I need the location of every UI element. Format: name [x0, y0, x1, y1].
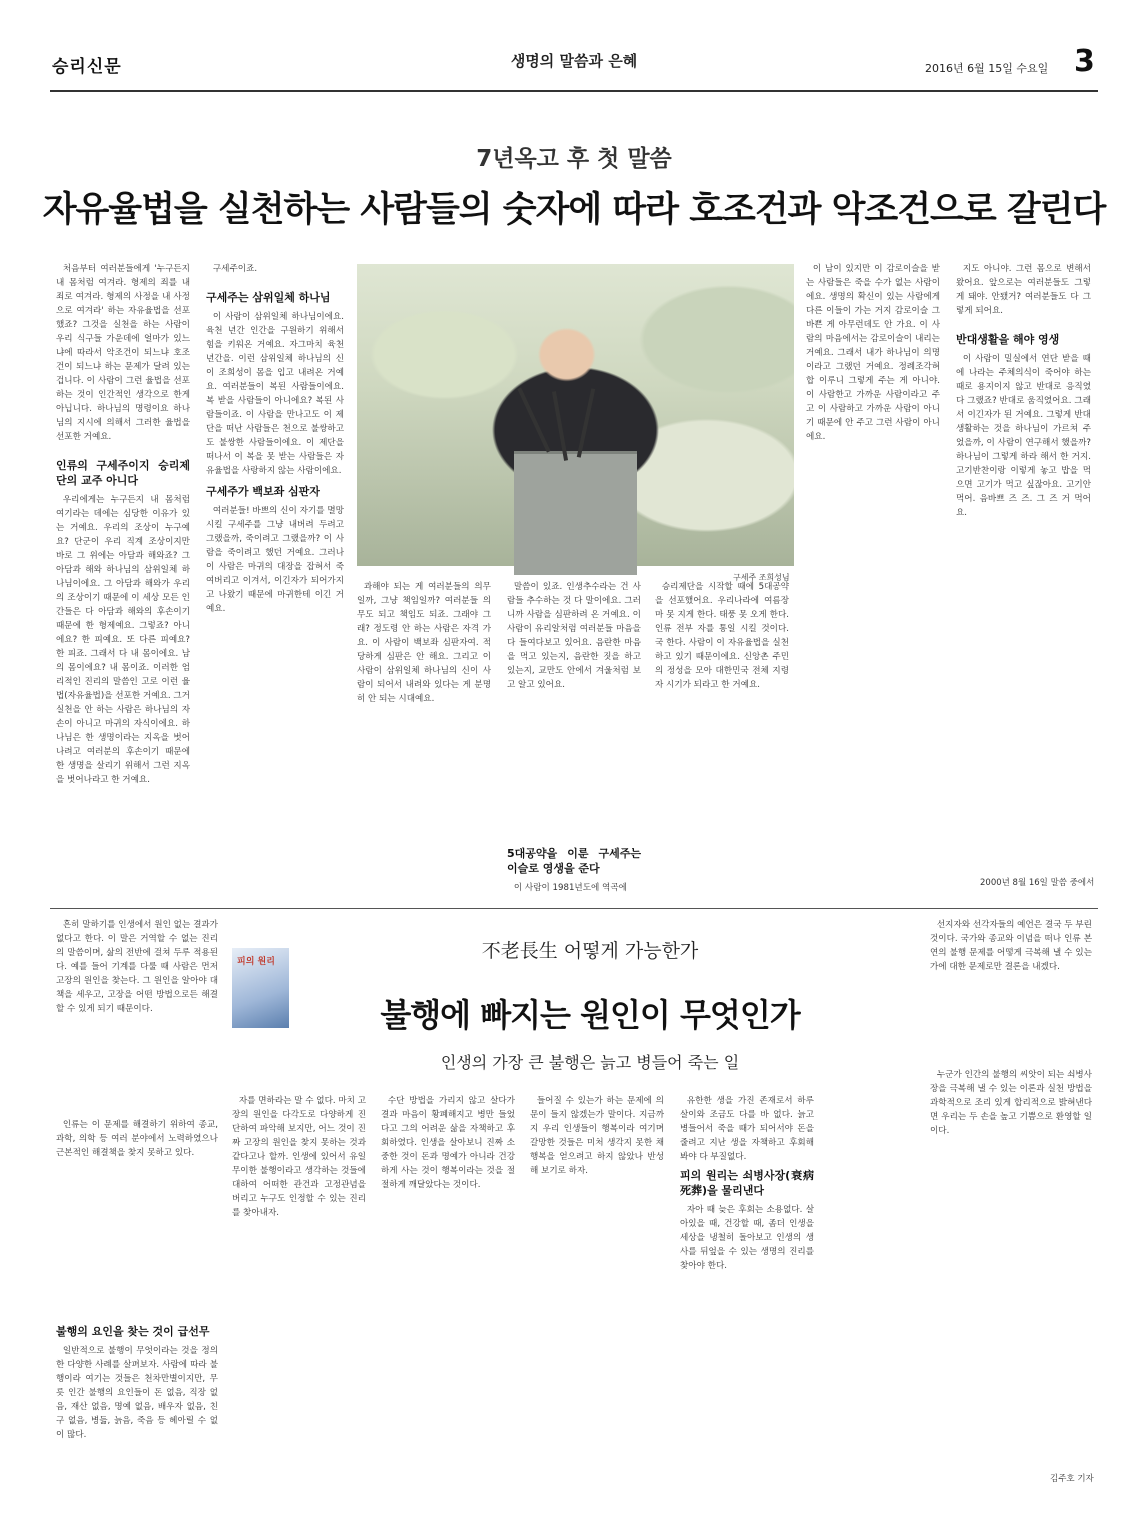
article1-kicker: 7년옥고 후 첫 말씀	[476, 146, 672, 172]
article2-c3-text: 들어질 수 있는가 하는 문제에 의문이 들지 않겠는가 말이다. 지금까지 우리 인생들이 행복이라 여기며 갈망한 것들은 미처 생각지 못한 채 행복을 얻으려고 하지 않았나 반성해 보기로 하자.	[530, 1096, 664, 1176]
article2-byline: 김주호 기자	[1050, 1474, 1094, 1484]
article1-col1-text: 처음부터 여러분들에게 '누구든지 내 몸처럼 여겨라. 형제의 죄를 내 죄로 여겨라. 형제의 사정을 내 사정으로 여겨라' 하는 자유율법을 선포했죠? 그것을 실천을 하는 사람이 우리 식구들 가운데에 얼마가 있느냐에 따라서 악조건이 되느냐 호조건이 되느냐 하는 문제가 달려 있는 겁니다. 이 사람이 그런 율법을 선포하는 것이 인간적인 생각으로 한게 아닙니다. 하나님의 명령이요 하나님의 지시에 의해서 그러한 율법을 선포한 거예요.	[56, 264, 190, 442]
article2-column-1	[232, 1094, 366, 1490]
article1-signoff: 2000년 8월 16일 말씀 중에서	[980, 878, 1095, 888]
article2-left-text-b: 인류는 이 문제를 해결하기 위하여 종교, 과학, 의학 등 여러 분야에서 노력하였으나 근본적인 해결책을 찾지 못하고 있다.	[56, 1120, 218, 1158]
article1-column-6	[806, 262, 940, 902]
article2-headline: 불행에 빠지는 원인이 무엇인가	[380, 996, 800, 1034]
article2-column-3	[530, 1094, 664, 1490]
article2-c4-subhead: 피의 원리는 쇠병사장(衰病死葬)을 물리낸다	[680, 1169, 814, 1197]
article2-right-text: 선지자와 선각자들의 예언은 결국 두 부린 것이다. 국가와 종교와 이념을 떠나 인류 본연의 불행 문제를 어떻게 극복해 낼 수 있는가에 대한 문제로만 결론을 내겠다.	[930, 920, 1092, 972]
article1-column-2	[206, 262, 344, 902]
article1-col2b-text: 여러분들! 바쁘의 신이 자기를 멸망시킬 구세주를 그냥 내버려 두려고 그랬을까, 죽이려고 그랬을까? 이 사람을 죽이려고 했던 거예요. 그러나 이 사람은 마귀의 대장을 잡혀서 죽여버리고 이겨서, 이긴자가 되어가지고 나왔기 때문에 마귀한테 이긴 거예요.	[206, 506, 344, 614]
article1-col2a-text: 이 사람이 삼위일체 하나님이에요. 육천 년간 인간을 구원하기 위해서 힘을 키워온 거예요. 자그마치 육천 년간을. 이런 삼위일체 하나님의 신이 조희성이 몸을 입고 내려온 거예요. 여러분들이 복된 사람들이에요. 복 받을 사람들이 아니에요? 복된 사람들이죠. 이 사람을 만나고도 이 제단을 떠난 사람들은 천으로 불쌍하고도 불쌍한 사람들이에요. 이 제단을 떠나서 이 복을 못 받는 사람들은 자유율법을 사랑하지 않는 사람이에요.	[206, 312, 344, 476]
article1-photo	[357, 264, 794, 566]
article1-column-5	[655, 580, 789, 902]
article2-column-4	[680, 1094, 814, 1490]
article2-kicker: 不老長生 어떻게 가능한가	[481, 940, 699, 962]
article1-col4b-text: 이 사람이 1981년도에 역곡에	[513, 883, 627, 893]
article2-right-text-b: 누군가 인간의 불행의 씨앗이 되는 쇠병사장을 극복해 낼 수 있는 이론과 실천 방법을 과학적으로 조리 있게 합리적으로 밝혀낸다면 우리는 두 손을 높고 기쁨으로 환영할 일이다.	[930, 1070, 1092, 1136]
article1-col5-text: 승리제단을 시작할 때에 5대공약을 선포했어요. 우리나라에 여름장마 못 지게 한다. 태풍 못 오게 한다. 인류 전부 자를 통일 시킬 것이다. 국 한다. 사람이 이 자유율법을 실천하고 있기 때문이에요. 신앙촌 주민의 정성을 모아 대한민국 전체 지령자 시기가 되라고 한 거예요.	[655, 582, 789, 690]
article2-left-subhead: 불행의 요인을 찾는 것이 급선무	[56, 1325, 210, 1338]
article1-column-7	[956, 262, 1091, 862]
article1-col6-text: 이 남이 있지만 이 감로이슬을 받는 사람들은 죽을 수가 없는 사람이에요. 생명의 확신이 있는 사람에게 다른 이들이 가는 거지 감로이슬 그 바쁜 게 아무런데도 안 가요. 이 사람의 마음에서는 감로이슬이 내리는 거예요. 그래서 내가 하나님이 의명이라고 그랬던 거예요. 정례조각혀합 이루니 그렇게 주는 게 아니야. 이 사람한고 가까운 사람이라고 주고 이 사람하고 가까운 사람이 아니기 때문에 안 주고 그런 사람이 아니에요.	[806, 264, 940, 442]
article1-column-4	[507, 580, 641, 902]
podium-shape	[514, 451, 636, 575]
masthead-rule	[50, 90, 1098, 92]
article1-col7-text: 지도 아니야. 그런 몸으로 변해서 왔어요. 앞으로는 여러분들도 그렇게 돼야. 안됐거? 여러분들도 다 그렇게 되어요.	[956, 264, 1091, 316]
article2-left-column	[56, 918, 218, 1488]
article1-col2-text: 구세주이죠.	[212, 264, 258, 274]
article2-subhead: 인생의 가장 큰 불행은 늙고 병들어 죽는 일	[440, 1053, 740, 1072]
microphone-shape	[517, 387, 550, 452]
series-badge-label: 피의 원리	[237, 957, 275, 967]
article1-col4-subhead: 5대공약을 이룬 구세주는 이슬로 영생을 준다	[507, 847, 641, 875]
article1-col1-subhead: 인류의 구세주이지 승리제단의 교주 아니다	[56, 459, 190, 487]
article2-left-text-c: 일반적으로 불행이 무엇이라는 것을 정의한 다양한 사례를 살펴보자. 사람에 따라 불행이라 여기는 것들은 천차만별이지만, 무릇 인간 불행의 요인들이 돈 없음, 직장 없음, 재산 없음, 명예 없음, 배우자 없음, 친구 없음, 병듦, 늙음, 죽음 등 헤아릴 수 없이 많다.	[56, 1346, 218, 1440]
article-divider	[50, 908, 1098, 909]
article1-col7b-text: 이 사람이 밀실에서 연단 받을 때에 나라는 주체의식이 죽어야 하는 때로 용지이지 않고 반대로 응직였다 그랬죠? 반대로 움직였어요. 그래서 이긴자가 된 거예요. 그렇게 반대생활하는 것을 하나님이 가르쳐 주었을까, 이 사람이 연구해서 했을까? 하나님이 그렇게 하라 해서 한 거지. 고기반찬이랑 이렇게 놓고 밥을 먹으면 고기가 먹고 싶잖아요. 고기안 먹어. 음바쁘 즈 즈. 그 즈 거 먹어요.	[956, 354, 1091, 518]
article2-left-text: 흔히 말하기를 인생에서 원인 없는 결과가 없다고 한다. 이 말은 거역할 수 없는 진리의 말씀이며, 삶의 전반에 걸쳐 두루 적용된다. 예를 들어 기계를 다룰 때 사람은 먼저 고장의 원인을 찾는다. 그 원인을 알아야 대책을 세우고, 고장을 어떤 방법으로든 해결할 수 있게 되기 때문이다.	[56, 920, 218, 1014]
article1-col2-subhead-1: 구세주는 삼위일체 하나님	[206, 291, 331, 304]
article1-column-1	[56, 262, 190, 902]
section-title: 생명의 말씀과 은혜	[510, 52, 638, 70]
article1-col1b-text: 우리에게는 누구든지 내 몸처럼 여기라는 데에는 심당한 이유가 있는 거예요. 우리의 조상이 누구예요? 단군이 우리 직계 조상이지만 바로 그 위에는 아담과 해와죠? 그 아담과 해와 하나님의 삼위일체 하나님이에요. 그 아담과 해와가 우리의 조상이기 때문에 이 세상 모든 인간들은 다 아담과 해와의 후손이기 때문에 한 형제예요. 그렇죠? 아니에요? 한 피예요. 또 다른 피예요? 한 피죠. 그래서 다 내 몸이에요. 남의 몸이에요? 내 몸이죠. 이러한 엄리적인 진리의 말씀인 고로 이런 율법(자유율법)을 선포한 거예요. 그거 실천을 안 하는 사람은 하나님의 자손이 아니고 마귀의 자식이에요. 하나님은 한 생명이라는 지옥을 벗어나려고 여러분의 후손이기 때문에 한 생명을 살리기 위해서 그런 지옥을 벗어나라고 한 거예요.	[56, 495, 190, 785]
series-badge	[232, 948, 289, 1028]
article2-c4b-text: 자아 때 늦은 후회는 소용없다. 살아있을 때, 건강할 때, 좀더 인생을 세상을 냉철히 돌아보고 인생의 생사를 뒤엎을 수 있는 생명의 진리를 찾아야 한다.	[680, 1205, 814, 1271]
article1-col2-subhead-2: 구세주가 백보좌 심판자	[206, 485, 320, 498]
issue-date: 2016년 6월 15일 수요일	[925, 62, 1049, 75]
photo-caption: 구세주 조희성님	[733, 573, 790, 582]
article2-column-2	[381, 1094, 515, 1490]
microphone-shape	[577, 388, 595, 457]
paper-name: 승리신문	[52, 57, 122, 77]
article1-headline: 자유율법을 실천하는 사람들의 숫자에 따라 호조건과 악조건으로 갈린다	[42, 190, 1106, 230]
article2-c2-text: 수단 방법을 가리지 않고 살다가 결과 마음이 황폐해지고 병만 들었다고 그의 어려운 삶을 자책하고 후회하였다. 인생을 살아보니 진짜 소중한 것이 돈과 명예가 아니라 건강하게 사는 것이 행복이라는 것을 절절하게 깨달았다는 것이다.	[381, 1096, 515, 1190]
article1-col3-text: 과해야 되는 게 여러분들의 의무일까, 그냥 책임일까? 여러분들 의무도 되고 책임도 되죠. 그래야 그래? 정도령 안 하는 사람은 자격 가요. 이 사람이 백보좌 심판자여. 적당하게 심판은 안 해요. 그리고 이 사람이 삼위일체 하나님의 신이 사람이 되어서 내려와 있다는 게 분명히 안 되는 시대예요.	[357, 582, 491, 704]
article2-c1-text: 자를 면하라는 말 수 없다. 마치 고장의 원인을 다각도로 다양하게 진단하여 파악해 보지만, 어느 것이 진짜 고장의 원인을 찾지 못하는 것과 같다고나 할까. 인생에 있어서 유일무이한 불행이라고 생각하는 것들에 대하여 어떠한 관건과 고정관념을 버리고 누구도 인정할 수 있는 진리를 찾아내자.	[232, 1096, 366, 1218]
microphone-shape	[552, 391, 568, 461]
page-number: 3	[1074, 44, 1095, 79]
article2-c4-text: 유한한 생을 가진 존재로서 하루살이와 조금도 다를 바 없다. 늙고 병들어서 죽을 때가 되어서야 돈을 줄려고 지난 생을 자책하고 후회해봐야 다 부질없다.	[680, 1096, 814, 1162]
article1-col4-text: 말씀이 있죠. 인생추수라는 건 사람들 추수하는 것 다 말이에요. 그러니까 사람을 심판하려 온 거예요. 이 사람이 유리알처럼 여러분들 마음을 다 들여다보고 있어요. 음란한 마음을 먹고 있는지, 음란한 짓을 하고 있는지, 교만도 안에서 겨울처럼 보고 알고 있어요.	[507, 582, 641, 690]
article1-column-3	[357, 580, 491, 902]
article2-right-column	[930, 918, 1092, 1458]
article1-col7-subhead: 반대생활을 해야 영생	[956, 333, 1060, 346]
